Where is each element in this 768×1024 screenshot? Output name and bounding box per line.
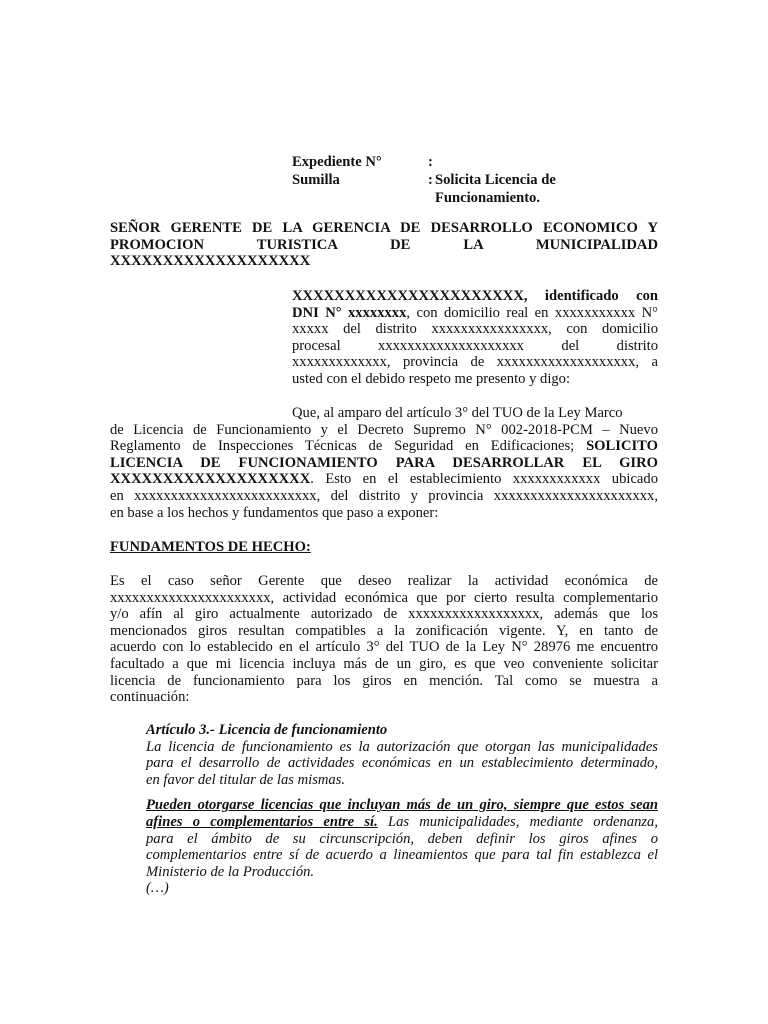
- facts-line: mencionados giros resultan compatibles a la zonificación vigente. Y, en tanto de: [110, 622, 658, 639]
- legal-quote: [146, 722, 658, 897]
- petitioner-dni: DNI N° xxxxxxxx: [292, 304, 407, 321]
- petitioner-name: XXXXXXXXXXXXXXXXXXXXXX, identificado con: [292, 288, 658, 304]
- expediente-colon: :: [428, 154, 433, 170]
- facts-line: y/o afín al giro actualmente autorizado de xxxxxxxxxxxxxxxxxx, además que los: [110, 606, 658, 623]
- quote-line: para el desarrollo de actividades económicas en un establecimiento determinado,: [146, 755, 658, 772]
- request-line: [110, 438, 658, 455]
- sumilla-value: Solicita Licencia de: [435, 172, 556, 188]
- addressee-line: XXXXXXXXXXXXXXXXXXX: [110, 253, 311, 270]
- request-text: Que, al amparo del artículo 3° del TUO de la Ley Marco: [292, 405, 623, 421]
- quote-line: La licencia de funcionamiento es la autorización que otorgan las municipalidades: [146, 738, 658, 755]
- quote-line: Ministerio de la Producción.: [146, 863, 315, 880]
- request-giro: XXXXXXXXXXXXXXXXXXX: [110, 471, 311, 488]
- petitioner-line: xxxxx del distrito xxxxxxxxxxxxxxxx, con domicilio: [292, 321, 658, 338]
- quote-paragraph-2: [146, 797, 658, 897]
- facts-line: continuación:: [110, 689, 190, 706]
- sumilla-label: Sumilla: [292, 172, 340, 188]
- request-line: en base a los hechos y fundamentos que paso a exponer:: [110, 504, 439, 521]
- petitioner-line: [292, 305, 658, 322]
- request-text: Reglamento de Inspecciones Técnicas de Seguridad en Edificaciones;: [110, 438, 575, 455]
- petitioner-line: xxxxxxxxxxxxx, provincia de xxxxxxxxxxxxxxxxxxx, a: [292, 354, 658, 371]
- document-header: [292, 154, 592, 206]
- request-text: . Esto en el establecimiento xxxxxxxxxxxx ubicado: [310, 471, 658, 488]
- quote-line: [146, 814, 658, 831]
- request-paragraph: [110, 405, 658, 521]
- facts-line: xxxxxxxxxxxxxxxxxxxxxx, actividad económica que por cierto resulta complementario: [110, 589, 658, 606]
- section-title: FUNDAMENTOS DE HECHO:: [110, 539, 311, 555]
- addressee-line: SEÑOR GERENTE DE LA GERENCIA DE DESARROLLO ECONOMICO Y: [110, 220, 658, 236]
- addressee: [110, 220, 658, 270]
- quote-line: para el ámbito de su circunscripción, deben definir los giros afines o: [146, 830, 658, 847]
- facts-paragraph: [110, 573, 658, 706]
- request-line: de Licencia de Funcionamiento y el Decreto Supremo N° 002-2018-PCM – Nuevo: [110, 421, 658, 438]
- quote-title: Artículo 3.- Licencia de funcionamiento: [146, 722, 388, 738]
- request-line: en xxxxxxxxxxxxxxxxxxxxxxxxx, del distrito y provincia xxxxxxxxxxxxxxxxxxxxxx,: [110, 487, 658, 504]
- sumilla-row: [292, 172, 592, 206]
- request-line: [110, 471, 658, 488]
- quote-line: complementarios entre sí de acuerdo a lineamientos que para tal fin establezca el: [146, 847, 658, 864]
- expediente-row: [292, 154, 592, 172]
- petitioner-line: procesal xxxxxxxxxxxxxxxxxxxx del distrito: [292, 337, 658, 354]
- facts-line: facultado a que mi licencia incluya más de un giro, es que veo conveniente solicitar: [110, 655, 658, 672]
- petitioner-paragraph: [292, 288, 658, 388]
- quote-emphasis: Pueden otorgarse licencias que incluyan más de un giro, siempre que estos sean: [146, 797, 658, 814]
- quote-ellipsis: (…): [146, 880, 169, 897]
- quote-paragraph-1: [146, 739, 658, 789]
- quote-line: en favor del titular de las mismas.: [146, 771, 346, 788]
- request-line: LICENCIA DE FUNCIONAMIENTO PARA DESARROLLAR EL GIRO: [110, 454, 658, 471]
- facts-line: licencia de funcionamiento para los giros en mención. Tal como se muestra a: [110, 672, 658, 689]
- quote-text: Las municipalidades, mediante ordenanza,: [377, 813, 658, 830]
- sumilla-colon: :: [428, 172, 433, 188]
- expediente-label: Expediente N°: [292, 154, 382, 170]
- addressee-line: PROMOCION TURISTICA DE LA MUNICIPALIDAD: [110, 236, 658, 253]
- request-line: [110, 405, 658, 422]
- sumilla-value-line2: Funcionamiento.: [435, 190, 540, 206]
- quote-emphasis: afines o complementarios entre sí.: [146, 813, 378, 830]
- facts-line: Es el caso señor Gerente que deseo realizar la actividad económica de: [110, 573, 658, 589]
- petitioner-line: usted con el debido respeto me presento y digo:: [292, 370, 571, 387]
- facts-line: acuerdo con lo establecido en el artículo 3° del TUO de la Ley N° 28976 me encuentro: [110, 639, 658, 656]
- petitioner-text: , con domicilio real en xxxxxxxxxxx N°: [406, 304, 658, 321]
- request-solicito: SOLICITO: [586, 438, 658, 455]
